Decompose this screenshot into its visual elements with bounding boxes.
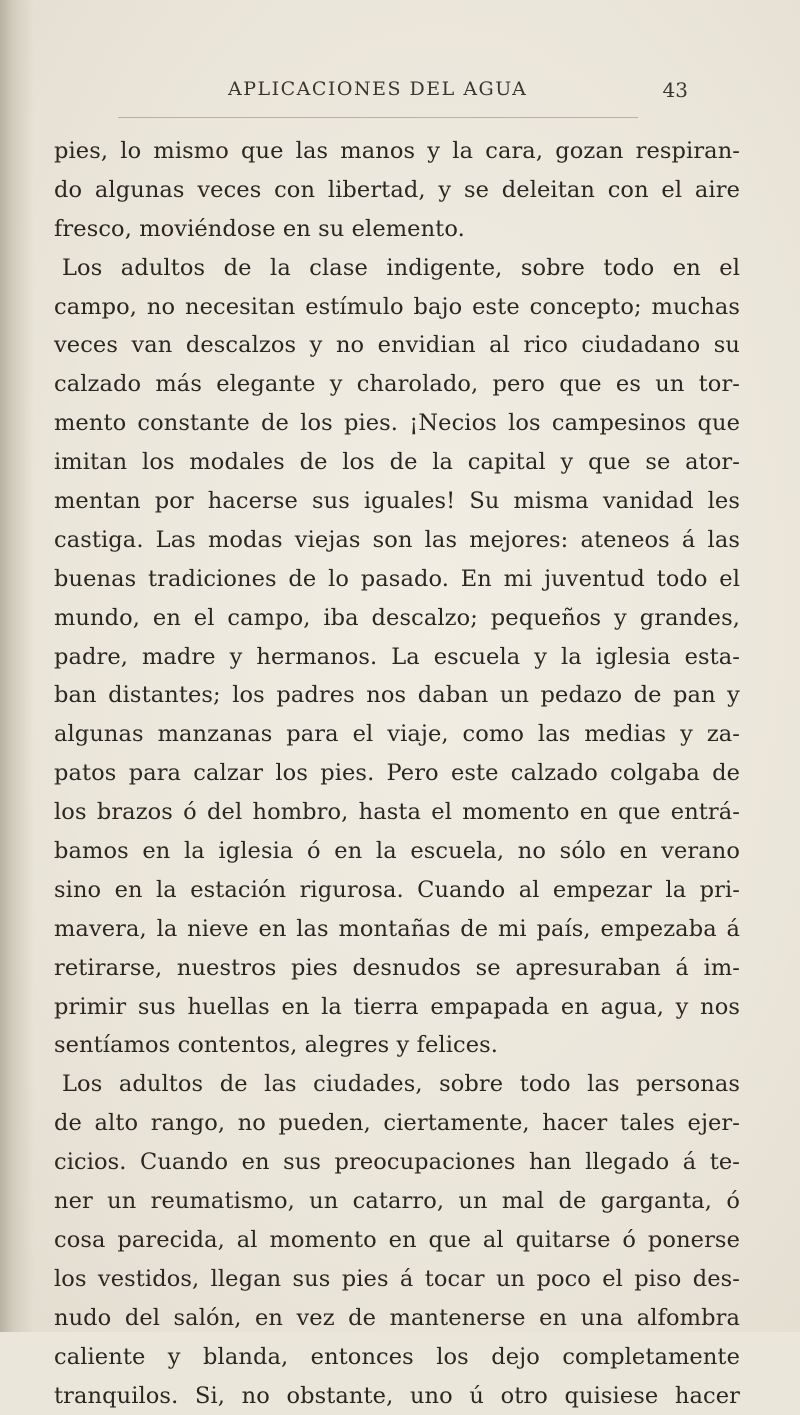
text-line: mentan por hacerse sus iguales! Su misma vanidad les	[54, 482, 740, 521]
text-line: castiga. Las modas viejas son las mejores: ateneos á las	[54, 521, 740, 560]
text-line: mento constante de los pies. ¡Necios los campesinos que	[54, 404, 740, 443]
text-line: los brazos ó del hombro, hasta el momento en que entrá-	[54, 793, 740, 832]
text-line: algunas manzanas para el viaje, como las medias y za-	[54, 715, 740, 754]
text-line: veces van descalzos y no envidian al rico ciudadano su	[54, 326, 740, 365]
text-line: sino en la estación rigurosa. Cuando al empezar la pri-	[54, 871, 740, 910]
paragraph-start-line: Los adultos de las ciudades, sobre todo las personas	[54, 1065, 740, 1104]
text-line: mavera, la nieve en las montañas de mi país, empezaba á	[54, 910, 740, 949]
text-line: pies, lo mismo que las manos y la cara, gozan respiran-	[54, 132, 740, 171]
text-line: nudo del salón, en vez de mantenerse en una alfombra	[54, 1299, 740, 1338]
text-line: tranquilos. Si, no obstante, uno ú otro quisiese hacer	[54, 1377, 740, 1415]
body-text	[54, 132, 740, 1415]
text-line: de alto rango, no pueden, ciertamente, hacer tales ejer-	[54, 1104, 740, 1143]
header-rule	[118, 117, 638, 118]
text-line: buenas tradiciones de lo pasado. En mi juventud todo el	[54, 560, 740, 599]
text-line: do algunas veces con libertad, y se deleitan con el aire	[54, 171, 740, 210]
text-line: imitan los modales de los de la capital y que se ator-	[54, 443, 740, 482]
text-line: los vestidos, llegan sus pies á tocar un poco el piso des-	[54, 1260, 740, 1299]
text-line: calzado más elegante y charolado, pero que es un tor-	[54, 365, 740, 404]
text-line: campo, no necesitan estímulo bajo este concepto; muchas	[54, 288, 740, 327]
text-line: ban distantes; los padres nos daban un pedazo de pan y	[54, 676, 740, 715]
paragraph-start-line: Los adultos de la clase indigente, sobre todo en el	[54, 249, 740, 288]
text-line: ner un reumatismo, un catarro, un mal de garganta, ó	[54, 1182, 740, 1221]
text-line: cicios. Cuando en sus preocupaciones han llegado á te-	[54, 1143, 740, 1182]
running-head-title: APLICACIONES DEL AGUA	[228, 78, 527, 100]
text-line: padre, madre y hermanos. La escuela y la iglesia esta-	[54, 638, 740, 677]
text-line: sentíamos contentos, alegres y felices.	[54, 1026, 740, 1065]
text-line: patos para calzar los pies. Pero este calzado colgaba de	[54, 754, 740, 793]
text-line: caliente y blanda, entonces los dejo completamente	[54, 1338, 740, 1377]
text-line: retirarse, nuestros pies desnudos se apresuraban á im-	[54, 949, 740, 988]
text-line: mundo, en el campo, iba descalzo; pequeños y grandes,	[54, 599, 740, 638]
running-head	[80, 78, 720, 108]
binding-shadow	[0, 0, 34, 1332]
text-line: bamos en la iglesia ó en la escuela, no sólo en verano	[54, 832, 740, 871]
text-line: cosa parecida, al momento en que al quitarse ó ponerse	[54, 1221, 740, 1260]
page-number: 43	[663, 78, 688, 102]
text-line: primir sus huellas en la tierra empapada en agua, y nos	[54, 988, 740, 1027]
text-line: fresco, moviéndose en su elemento.	[54, 210, 740, 249]
